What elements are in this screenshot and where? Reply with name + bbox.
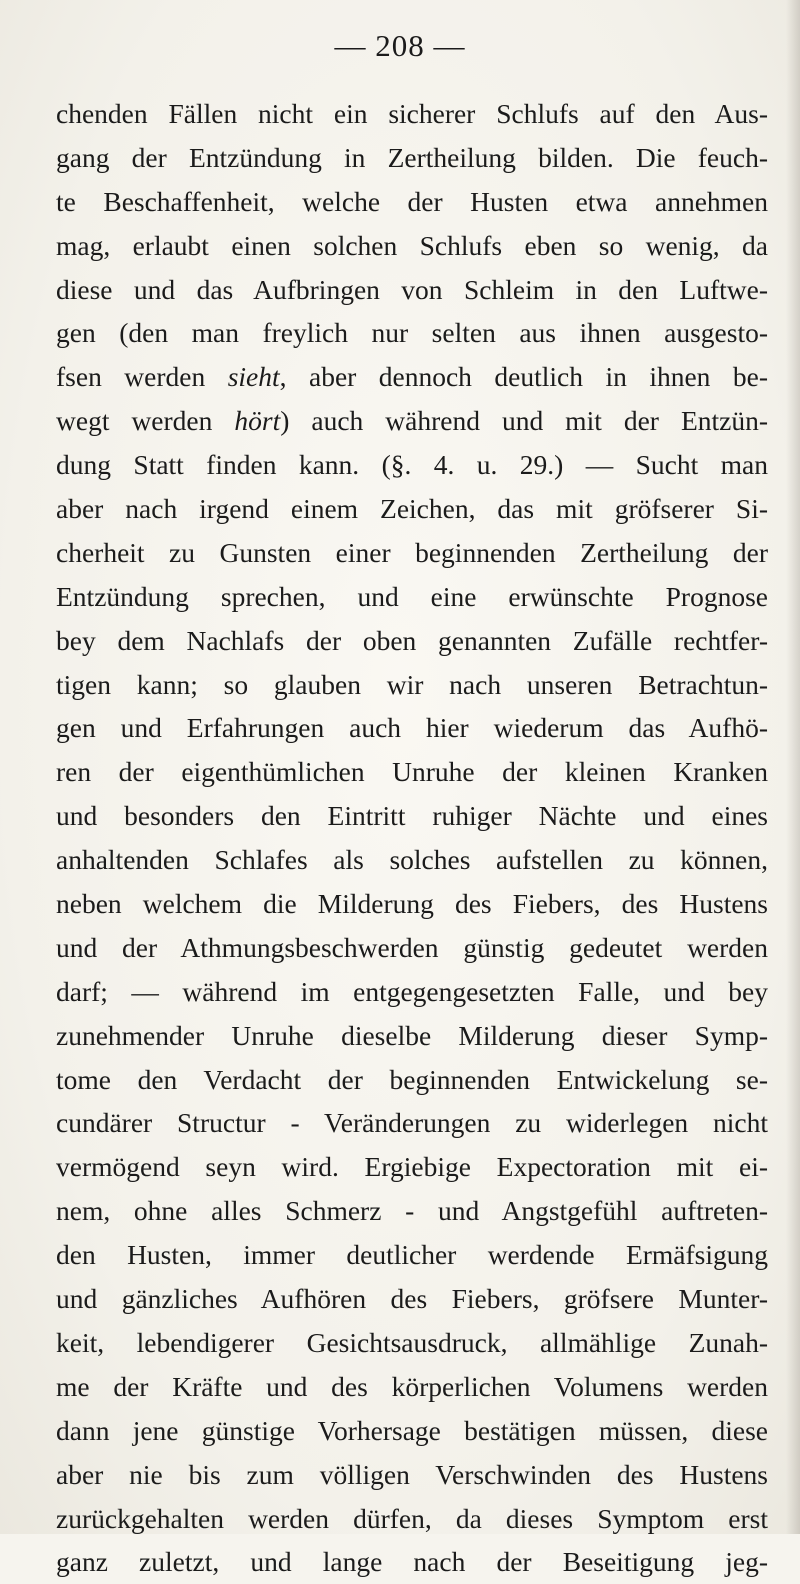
text-segment: me der Kräfte und des körperlichen Volumens werden bbox=[56, 1370, 768, 1402]
text-line bbox=[56, 1101, 768, 1145]
text-line bbox=[56, 794, 768, 838]
text-line bbox=[56, 136, 768, 180]
text-line bbox=[56, 1145, 768, 1189]
text-line bbox=[56, 1189, 768, 1233]
text-segment: diese und das Aufbringen von Schleim in den Luftwe- bbox=[56, 273, 768, 305]
text-line bbox=[56, 224, 768, 268]
text-segment: chenden Fällen nicht ein sicherer Schlufs auf den Aus- bbox=[56, 98, 768, 129]
text-line bbox=[56, 926, 768, 970]
text-segment: gang der Entzündung in Zertheilung bilden. Die feuch- bbox=[56, 141, 768, 173]
text-segment: fsen werden bbox=[56, 361, 228, 393]
text-segment: bey dem Nachlafs der oben genannten Zufälle rechtfer- bbox=[56, 624, 768, 656]
text-segment: ) auch während und mit der Entzün- bbox=[280, 405, 768, 437]
text-segment: tigen kann; so glauben wir nach unseren Betrachtun- bbox=[56, 668, 768, 700]
text-segment: und gänzliches Aufhören des Fiebers, gröfsere Munter- bbox=[56, 1283, 768, 1315]
text-segment: dung Statt finden kann. (§. 4. u. 29.) — Sucht man bbox=[56, 449, 768, 481]
text-line bbox=[56, 663, 768, 707]
text-segment: Entzündung sprechen, und eine erwünschte Prognose bbox=[56, 580, 768, 612]
text-line bbox=[56, 750, 768, 794]
text-segment: den Husten, immer deutlicher werdende Ermäfsigung bbox=[56, 1239, 768, 1271]
text-segment: cherheit zu Gunsten einer beginnenden Zertheilung der bbox=[56, 536, 768, 568]
text-segment: zunehmender Unruhe dieselbe Milderung dieser Symp- bbox=[56, 1019, 768, 1051]
text-segment: aber nach irgend einem Zeichen, das mit gröfserer Si- bbox=[56, 493, 768, 525]
text-segment: tome den Verdacht der beginnenden Entwickelung se- bbox=[56, 1063, 768, 1095]
text-line bbox=[56, 268, 768, 312]
text-line bbox=[56, 355, 768, 399]
text-line bbox=[56, 1540, 768, 1584]
text-segment: nem, ohne alles Schmerz - und Angstgefühl auftreten- bbox=[56, 1195, 768, 1227]
text-line bbox=[56, 1409, 768, 1453]
text-segment: wegt werden bbox=[56, 405, 235, 437]
text-segment: ren der eigenthümlichen Unruhe der kleinen Kranken bbox=[56, 756, 768, 788]
text-line bbox=[56, 443, 768, 487]
text-segment: darf; — während im entgegengesetzten Falle, und bey bbox=[56, 975, 768, 1007]
text-line bbox=[56, 1233, 768, 1277]
text-line bbox=[56, 706, 768, 750]
text-line bbox=[56, 487, 768, 531]
page-edge-shadow bbox=[786, 0, 800, 1534]
text-segment: dann jene günstige Vorhersage bestätigen müssen, diese bbox=[56, 1414, 768, 1446]
text-segment: cundärer Structur - Veränderungen zu widerlegen nicht bbox=[56, 1107, 768, 1139]
text-segment: und besonders den Eintritt ruhiger Nächte und eines bbox=[56, 800, 768, 832]
page-number: — 208 — bbox=[334, 28, 466, 63]
text-line bbox=[56, 882, 768, 926]
text-segment: gen (den man freylich nur selten aus ihnen ausgesto- bbox=[56, 317, 768, 349]
text-segment: anhaltenden Schlafes als solches aufstellen zu können, bbox=[56, 844, 768, 876]
text-line bbox=[56, 1277, 768, 1321]
text-segment: vermögend seyn wird. Ergiebige Expectoration mit ei- bbox=[56, 1151, 768, 1183]
text-segment: gen und Erfahrungen auch hier wiederum das Aufhö- bbox=[56, 712, 768, 744]
text-line bbox=[56, 838, 768, 882]
text-line bbox=[56, 92, 768, 136]
text-line bbox=[56, 1453, 768, 1497]
text-line bbox=[56, 1014, 768, 1058]
text-line bbox=[56, 399, 768, 443]
text-line bbox=[56, 1058, 768, 1102]
text-line bbox=[56, 1321, 768, 1365]
text-segment: und der Athmungsbeschwerden günstig gedeutet werden bbox=[56, 931, 768, 963]
text-segment: neben welchem die Milderung des Fiebers, des Hustens bbox=[56, 888, 768, 920]
page-body-text bbox=[56, 92, 768, 1584]
text-segment: , aber dennoch deutlich in ihnen be- bbox=[279, 361, 768, 393]
italic-text-segment: sieht bbox=[227, 361, 280, 393]
text-segment: te Beschaffenheit, welche der Husten etwa annehmen bbox=[56, 185, 768, 217]
text-segment: aber nie bis zum völligen Verschwinden des Hustens bbox=[56, 1458, 768, 1490]
text-line bbox=[56, 531, 768, 575]
text-segment: keit, lebendigerer Gesichtsausdruck, allmählige Zunah- bbox=[56, 1326, 768, 1358]
text-line bbox=[56, 311, 768, 355]
text-segment: ganz zuletzt, und lange nach der Beseitigung jeg- bbox=[56, 1546, 768, 1578]
text-line bbox=[56, 575, 768, 619]
text-line bbox=[56, 1365, 768, 1409]
text-line bbox=[56, 970, 768, 1014]
text-line bbox=[56, 619, 768, 663]
text-segment: zurückgehalten werden dürfen, da dieses Symptom erst bbox=[56, 1502, 768, 1534]
text-segment: mag, erlaubt einen solchen Schlufs eben so wenig, da bbox=[56, 229, 768, 261]
text-line bbox=[56, 180, 768, 224]
italic-text-segment: hört bbox=[234, 405, 281, 437]
